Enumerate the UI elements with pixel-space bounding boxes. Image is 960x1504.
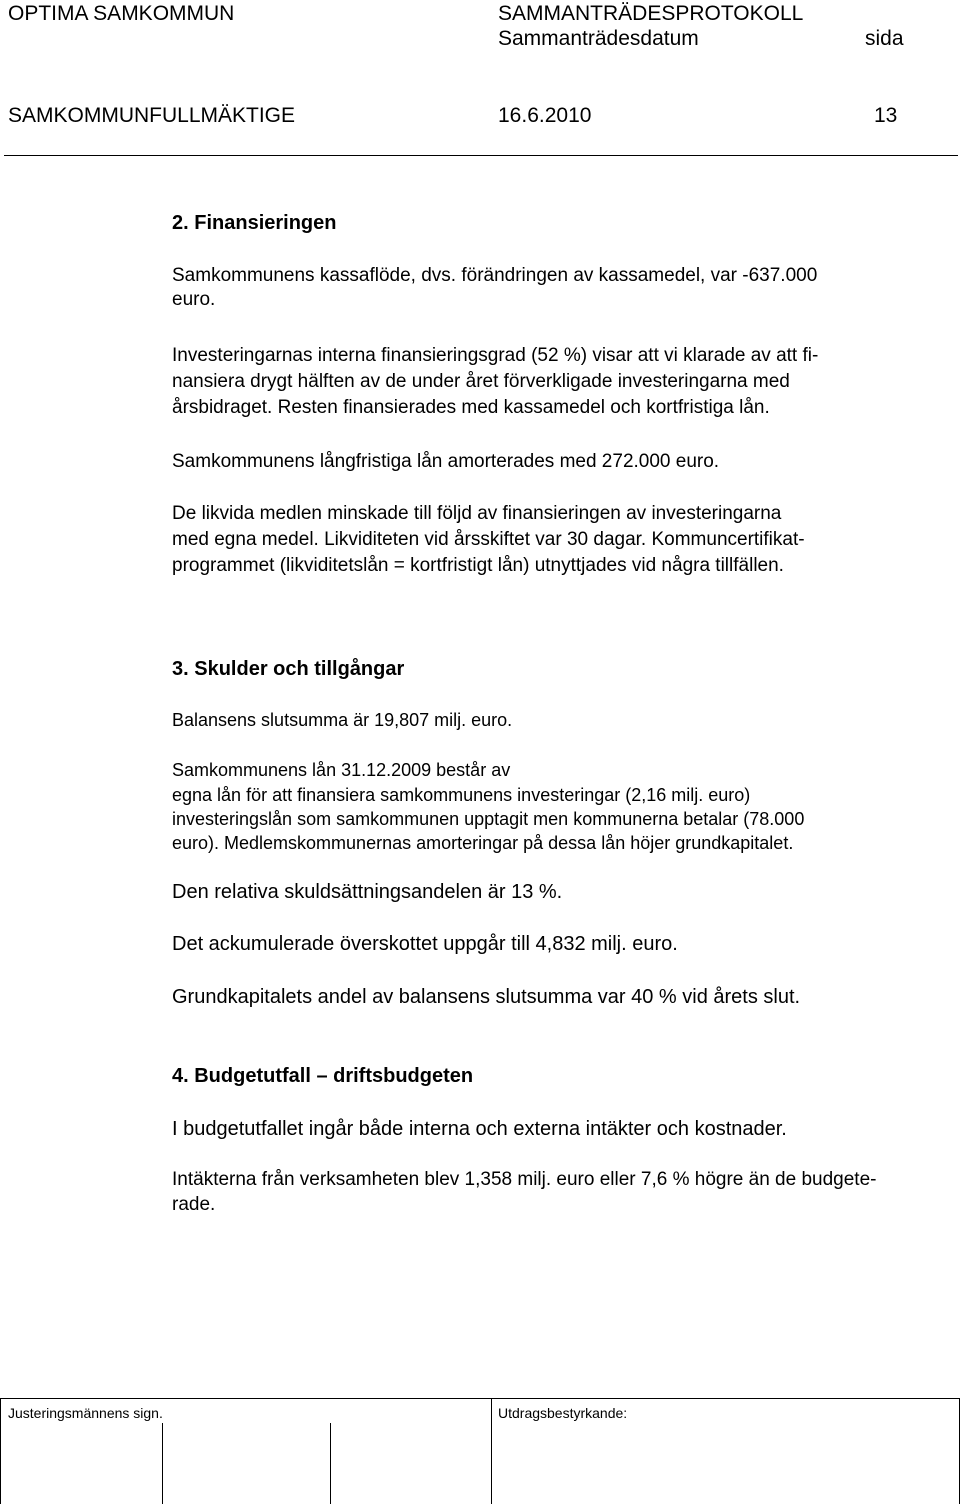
- s2-p4-line1: De likvida medlen minskade till följd av finansieringen av investeringarna: [172, 503, 782, 524]
- s2-p1-line1: Samkommunens kassaflöde, dvs. förändringen av kassamedel, var -637.000: [172, 265, 818, 286]
- s3-p2-line1: Samkommunens lån 31.12.2009 består av: [172, 760, 511, 780]
- header-body: SAMKOMMUNFULLMÄKTIGE: [8, 104, 296, 127]
- s2-p3: Samkommunens långfristiga lån amorterades med 272.000 euro.: [172, 451, 720, 472]
- s3-p2-line4: euro). Medlemskommunernas amorteringar på dessa lån höjer grundkapitalet.: [172, 833, 794, 853]
- header-doc-type: SAMMANTRÄDESPROTOKOLL: [498, 2, 804, 25]
- header-date: 16.6.2010: [498, 104, 592, 127]
- footer-divider: [0, 1398, 1, 1504]
- s3-p4: Det ackumulerade överskottet uppgår till 4,832 milj. euro.: [172, 933, 678, 955]
- section-2-heading: 2. Finansieringen: [172, 212, 337, 234]
- footer-top-rule: [0, 1398, 960, 1399]
- s3-p2-line2: egna lån för att finansiera samkommunens investeringar (2,16 milj. euro): [172, 785, 751, 805]
- header-org: OPTIMA SAMKOMMUN: [8, 2, 235, 25]
- footer-divider: [491, 1398, 492, 1504]
- header-rule: [4, 155, 958, 156]
- s2-p2-line2: nansiera drygt hälften av de under året förverkligade investeringarna med: [172, 371, 790, 392]
- section-4-heading: 4. Budgetutfall – driftsbudgeten: [172, 1065, 474, 1087]
- s4-p2-line1: Intäkterna från verksamheten blev 1,358 milj. euro eller 7,6 % högre än de budgete-: [172, 1169, 877, 1190]
- footer-divider: [330, 1423, 331, 1504]
- section-3-heading: 3. Skulder och tillgångar: [172, 658, 405, 680]
- s2-p1-line2: euro.: [172, 289, 216, 310]
- header-date-label: Sammanträdesdatum: [498, 27, 699, 50]
- s3-p3: Den relativa skuldsättningsandelen är 13 %.: [172, 881, 563, 903]
- s2-p2-line3: årsbidraget. Resten finansierades med kassamedel och kortfristiga lån.: [172, 397, 770, 418]
- s3-p1: Balansens slutsumma är 19,807 milj. euro.: [172, 710, 513, 730]
- header-page-number: 13: [874, 104, 898, 127]
- s4-p2-line2: rade.: [172, 1194, 216, 1215]
- footer-signature-label: Justeringsmännens sign.: [8, 1405, 163, 1421]
- s2-p4-line3: programmet (likviditetslån = kortfristigt lån) utnyttjades vid några tillfällen.: [172, 555, 784, 576]
- s3-p2-line3: investeringslån som samkommunen upptagit men kommunerna betalar (78.000: [172, 809, 805, 829]
- s4-p1: I budgetutfallet ingår både interna och externa intäkter och kostnader.: [172, 1118, 787, 1140]
- footer-divider: [162, 1423, 163, 1504]
- s3-p5: Grundkapitalets andel av balansens slutsumma var 40 % vid årets slut.: [172, 986, 801, 1008]
- s2-p4-line2: med egna medel. Likviditeten vid årsskiftet var 30 dagar. Kommuncertifikat-: [172, 529, 805, 550]
- header-page-label: sida: [865, 27, 904, 50]
- footer-certification-label: Utdragsbestyrkande:: [498, 1405, 628, 1421]
- s2-p2-line1: Investeringarnas interna finansieringsgrad (52 %) visar att vi klarade av att fi-: [172, 345, 819, 366]
